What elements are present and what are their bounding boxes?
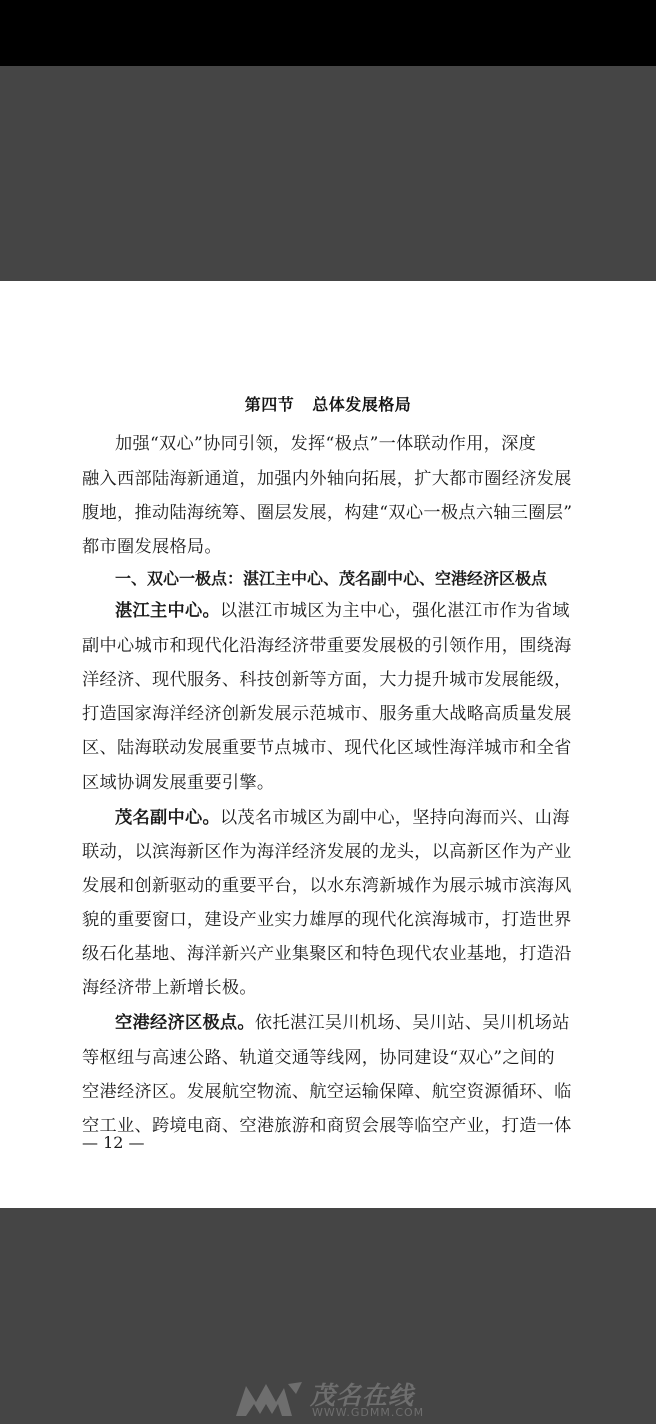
watermark-url: WWW.GDMM.COM [312,1406,425,1419]
watermark-logo-icon [232,1378,304,1418]
document-page [0,281,656,1208]
intro-line: 融入西部陆海新通道，加强内外轴向拓展，扩大都市圈经济发展 [82,469,572,489]
maoming-paragraph-line: 联动，以滨海新区作为海洋经济发展的龙头，以高新区作为产业 [82,842,572,862]
page-number: — 12 — [82,1133,145,1152]
airport-paragraph-line: 空港经济区极点。依托湛江吴川机场、吴川站、吴川机场站 [115,1013,570,1033]
maoming-lead: 茂名副中心。 [115,808,220,828]
zhanjiang-paragraph-line: 洋经济、现代服务、科技创新等方面，大力提升城市发展能级， [82,670,572,690]
airport-paragraph-line: 等枢纽与高速公路、轨道交通等线网，协同建设“双心”之间的 [82,1048,555,1068]
intro-line: 腹地，推动陆海统筹、圈层发展，构建“双心一极点六轴三圈层” [82,503,573,523]
airport-lead: 空港经济区极点。 [115,1013,255,1033]
section-title: 第四节 总体发展格局 [244,395,412,414]
zhanjiang-paragraph-line: 打造国家海洋经济创新发展示范城市、服务重大战略高质量发展 [82,704,572,724]
watermark [232,1376,432,1420]
zhanjiang-paragraph-line: 副中心城市和现代化沿海经济带重要发展极的引领作用，围绕海 [82,636,572,656]
maoming-paragraph-line: 貌的重要窗口，建设产业实力雄厚的现代化滨海城市，打造世界 [82,910,572,930]
airport-paragraph-line: 空工业、跨境电商、空港旅游和商贸会展等临空产业，打造一体 [82,1116,572,1136]
status-bar [0,0,656,66]
watermark-name: 茂名在线 [310,1381,415,1410]
intro-line: 都市圈发展格局。 [82,537,222,557]
zhanjiang-paragraph-line: 区域协调发展重要引擎。 [82,773,275,793]
intro-line: 加强“双心”协同引领，发挥“极点”一体联动作用，深度 [115,434,537,454]
maoming-paragraph-line: 发展和创新驱动的重要平台，以水东湾新城作为展示城市滨海风 [82,876,572,896]
maoming-paragraph-line: 海经济带上新增长极。 [82,978,257,998]
viewer-background-top [0,66,656,281]
zhanjiang-paragraph-line: 湛江主中心。以湛江市城区为主中心，强化湛江市作为省域 [115,601,570,621]
zhanjiang-paragraph-line: 区、陆海联动发展重要节点城市、现代化区域性海洋城市和全省 [82,738,572,758]
maoming-paragraph-line: 级石化基地、海洋新兴产业集聚区和特色现代农业基地，打造沿 [82,944,572,964]
maoming-paragraph-line: 茂名副中心。以茂名市城区为副中心，坚持向海而兴、山海 [115,808,570,828]
airport-paragraph-line: 空港经济区。发展航空物流、航空运输保障、航空资源循环、临 [82,1082,572,1102]
heading-1: 一、双心一极点：湛江主中心、茂名副中心、空港经济区极点 [115,569,548,588]
zhanjiang-lead: 湛江主中心。 [115,601,220,621]
